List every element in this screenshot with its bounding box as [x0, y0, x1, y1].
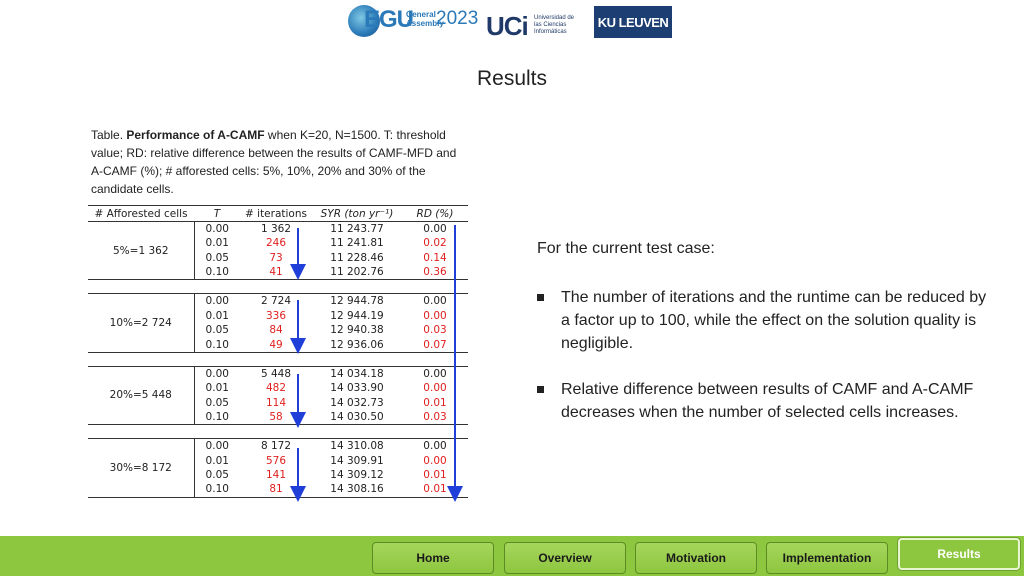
egu-logo-text: EGU — [364, 6, 414, 33]
nav-overview-button[interactable]: Overview — [504, 542, 626, 574]
rd-cell: 0.01 — [402, 482, 468, 497]
syr-cell: 14 309.91 — [330, 454, 384, 467]
syr-cell: 12 936.06 — [312, 338, 402, 353]
iterations-cell: 81 — [240, 482, 312, 497]
threshold-cell: 0.00 — [194, 366, 240, 381]
spacer-cell — [88, 425, 468, 439]
table-caption — [91, 126, 463, 198]
syr-cell: 11 228.46 — [330, 251, 384, 264]
group-label: 30%=8 172 — [88, 439, 194, 497]
rd-cell: 0.00 — [423, 382, 447, 395]
header-logos — [346, 2, 676, 40]
egu-logo — [346, 2, 479, 40]
spacer-cell — [88, 280, 468, 294]
table-header-row — [88, 206, 468, 222]
iterations-cell: 246 — [265, 237, 287, 250]
iterations-cell: 5 448 — [240, 366, 312, 381]
syr-cell: 12 944.19 — [330, 309, 384, 322]
summary-lead: For the current test case: — [537, 240, 715, 257]
table-row — [88, 439, 468, 454]
syr-cell: 14 033.90 — [330, 382, 384, 395]
iterations-cell: 73 — [269, 251, 283, 264]
egu-logo-subtitle: General Assembly — [406, 10, 444, 28]
threshold-cell: 0.05 — [205, 469, 229, 482]
threshold-cell: 0.01 — [205, 309, 229, 322]
page-title: Results — [476, 67, 548, 90]
threshold-cell: 0.05 — [205, 396, 229, 409]
table-row — [88, 222, 468, 237]
nav-results-button[interactable]: Results — [898, 538, 1020, 570]
syr-cell: 12 940.38 — [330, 324, 384, 337]
threshold-cell: 0.10 — [194, 265, 240, 280]
performance-table — [88, 205, 468, 498]
rd-cell: 0.00 — [402, 294, 468, 309]
ku-leuven-logo: KU LEUVEN — [594, 6, 672, 38]
iterations-cell: 41 — [240, 265, 312, 280]
header-rd: RD (%) — [402, 206, 468, 222]
threshold-cell: 0.01 — [205, 454, 229, 467]
iterations-cell: 58 — [240, 410, 312, 425]
iterations-cell: 114 — [265, 396, 287, 409]
iterations-cell: 576 — [265, 454, 287, 467]
rd-cell: 0.01 — [423, 469, 447, 482]
threshold-cell: 0.10 — [194, 410, 240, 425]
syr-cell: 14 308.16 — [312, 482, 402, 497]
iterations-cell: 84 — [269, 324, 283, 337]
rd-cell: 0.00 — [402, 222, 468, 237]
header-threshold: T — [194, 206, 240, 222]
caption-prefix: Table. — [91, 128, 127, 142]
nav-home-button[interactable]: Home — [372, 542, 494, 574]
syr-cell: 11 243.77 — [312, 222, 402, 237]
threshold-cell: 0.00 — [194, 222, 240, 237]
threshold-cell: 0.01 — [205, 382, 229, 395]
rd-cell: 0.00 — [423, 454, 447, 467]
rd-cell: 0.03 — [423, 324, 447, 337]
nav-implementation-button[interactable]: Implementation — [766, 542, 888, 574]
threshold-cell: 0.10 — [194, 482, 240, 497]
iterations-cell: 49 — [240, 338, 312, 353]
summary-bullet-item — [537, 286, 987, 355]
caption-bold: Performance of A-CAMF — [126, 128, 265, 142]
iterations-cell: 2 724 — [240, 294, 312, 309]
table-row — [88, 294, 468, 309]
iterations-cell: 482 — [265, 382, 287, 395]
group-spacer-row — [88, 280, 468, 294]
header-syr: SYR (ton yr⁻¹) — [312, 206, 402, 222]
nav-motivation-button[interactable]: Motivation — [635, 542, 757, 574]
caption-text: when K=20, N=1500. T: threshold value; RD: relative difference between the results of CAMF-MFD and A-CAMF (%); # afforested cells: 5%, 10%, 20% and 30% of the candidate cells. — [91, 128, 457, 196]
header-iterations: # iterations — [240, 206, 312, 222]
threshold-cell: 0.01 — [205, 237, 229, 250]
syr-cell: 14 030.50 — [312, 410, 402, 425]
iterations-cell: 141 — [265, 469, 287, 482]
threshold-cell: 0.05 — [205, 251, 229, 264]
rd-cell: 0.00 — [423, 309, 447, 322]
threshold-cell: 0.10 — [194, 338, 240, 353]
threshold-cell: 0.00 — [194, 439, 240, 454]
summary-bullet-item — [537, 378, 987, 424]
threshold-cell: 0.05 — [205, 324, 229, 337]
rd-cell: 0.00 — [402, 366, 468, 381]
iterations-cell: 1 362 — [240, 222, 312, 237]
spacer-cell — [88, 352, 468, 366]
uci-logo-text: UCi — [486, 11, 528, 41]
summary-bullet-text: The number of iterations and the runtime can be reduced by a factor up to 100, while the effect on the solution quality is negligible. — [561, 289, 987, 352]
square-bullet-icon — [537, 386, 544, 393]
table-row — [88, 366, 468, 381]
group-label: 5%=1 362 — [88, 222, 194, 280]
syr-cell: 14 032.73 — [330, 396, 384, 409]
rd-cell: 0.01 — [423, 396, 447, 409]
group-spacer-row — [88, 425, 468, 439]
iterations-cell: 8 172 — [240, 439, 312, 454]
syr-cell: 14 034.18 — [312, 366, 402, 381]
syr-cell: 11 241.81 — [330, 237, 384, 250]
syr-cell: 11 202.76 — [312, 265, 402, 280]
group-label: 20%=5 448 — [88, 366, 194, 424]
rd-cell: 0.02 — [423, 237, 447, 250]
threshold-cell: 0.00 — [194, 294, 240, 309]
summary-bullet-text: Relative difference between results of CAMF and A-CAMF decreases when the number of selected cells increases. — [561, 381, 974, 421]
rd-cell: 0.03 — [402, 410, 468, 425]
syr-cell: 12 944.78 — [312, 294, 402, 309]
square-bullet-icon — [537, 294, 544, 301]
bottom-nav-bar — [0, 536, 1024, 576]
group-label: 10%=2 724 — [88, 294, 194, 352]
group-spacer-row — [88, 352, 468, 366]
uci-logo-subtitle: Universidad de las Ciencias Informáticas — [534, 15, 575, 35]
summary-bullets — [537, 286, 987, 447]
syr-cell: 14 310.08 — [312, 439, 402, 454]
rd-cell: 0.00 — [402, 439, 468, 454]
syr-cell: 14 309.12 — [330, 469, 384, 482]
header-afforested-cells: # Afforested cells — [88, 206, 194, 222]
rd-cell: 0.36 — [402, 265, 468, 280]
iterations-cell: 336 — [265, 309, 287, 322]
rd-cell: 0.14 — [423, 251, 447, 264]
uci-logo — [482, 5, 580, 39]
egu-logo-year: 2023 — [436, 8, 479, 29]
rd-cell: 0.07 — [402, 338, 468, 353]
